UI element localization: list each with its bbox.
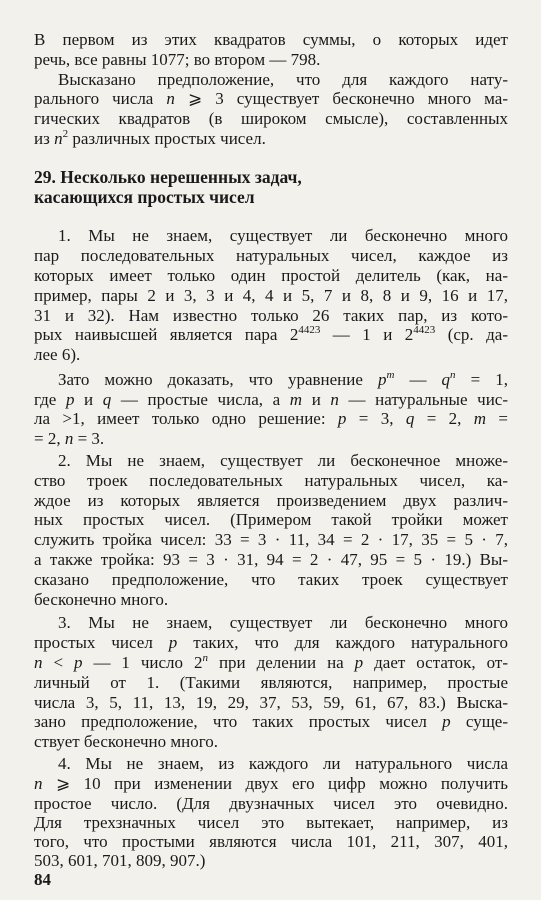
problem-4-line-4: Для трехзначных чисел это вытекает, например, из [34,813,508,833]
equation-line-4: = 2, n = 3. [34,429,105,449]
problem-1-line-7: лее 6). [34,345,81,365]
problem-1-line-6: рых наивысшей является пара $2^{4423}$ — 1 и $2^{4423}$ (ср. да- [34,324,508,345]
problem-2-line-5: служить тройка чисел: 33 = 3 · 11, 34 = 2 · 17, 35 = 5 · 7, [34,530,508,550]
problem-2-line-8: бесконечно много. [34,589,169,609]
intro-line-5: гических квадратов (в широком смысле), составленных [34,109,508,129]
section-title-line-1: 29. Несколько нерешенных задач, [34,166,302,187]
equation-line-3: ла >1, имеет только одно решение: p = 3, q = 2, m = [34,409,508,429]
problem-4-line-2: n ⩾ 10 при изменении двух его цифр можно получить [34,773,508,793]
problem-4-line-1: 4. Мы не знаем, из каждого ли натурального числа [58,753,508,773]
problem-2-line-2: ство троек последовательных натуральных чисел, ка- [34,470,508,490]
problem-3-line-4: личный от 1. (Такими являются, например, простые [34,672,508,692]
equation-line-2: где p и q — простые числа, а m и n — натуральные чис- [34,389,508,409]
problem-2-line-1: 2. Мы не знаем, существует ли бесконечное множе- [58,450,508,470]
problem-3-line-6: зано предположение, что таких простых чисел p суще- [34,712,509,732]
problem-2-line-3: ждое из которых является произведением двух различ- [34,490,508,510]
problem-1-line-2: пар последовательных натуральных чисел, каждое из [34,246,508,266]
problem-4-line-5: того, что простыми являются числа 101, 211, 307, 401, [34,832,508,852]
intro-line-6: из $n^2$ различных простых чисел. [34,128,266,149]
problem-2-line-6: а также тройка: 93 = 3 · 31, 94 = 2 · 47, 95 = 5 · 19.) Вы- [34,550,508,570]
problem-3-line-2: простых чисел p таких, что для каждого натурального [34,633,508,653]
intro-line-3: Высказано предположение, что для каждого нату- [58,69,508,89]
problem-2-line-4: ных простых чисел. (Примером такой тройки может [34,510,508,530]
page-number: 84 [34,870,51,889]
problem-2-line-7: сказано предположение, что таких троек существует [34,569,508,589]
problem-3-line-7: ствует бесконечно много. [34,732,219,752]
intro-line-2: речь, все равны 1077; во втором — 798. [34,49,321,69]
problem-4-line-3: простое число. (Для двузначных чисел это очевидно. [34,793,508,813]
problem-3-line-3: n < p — 1 число 2$^n$ при делении на p дает остаток, от- [34,651,508,672]
problem-3-line-5: числа 3, 5, 11, 13, 19, 29, 37, 53, 59, 61, 67, 83.) Выска- [34,692,508,712]
intro-line-1: В первом из этих квадратов суммы, о которых идет [34,30,508,49]
problem-3-line-1: 3. Мы не знаем, существует ли бесконечно много [58,613,508,633]
section-title-line-2: касающихся простых чисел [34,186,255,207]
intro-line-4: рального числа n ⩾ 3 существует бесконечно много ма- [34,89,508,109]
problem-1-line-3: которых имеет только один простой делитель (как, на- [34,265,508,285]
problem-1-line-5: 31 и 32). Нам известно только 26 таких пар, из кото- [34,305,508,325]
problem-1-line-4: пример, пары 2 и 3, 3 и 4, 4 и 5, 7 и 8, 8 и 9, 16 и 17, [34,285,508,305]
problem-4-line-6: 503, 601, 701, 809, 907.) [34,851,206,871]
problem-1-line-1: 1. Мы не знаем, существует ли бесконечно много [58,226,508,246]
equation-line-1: Зато можно доказать, что уравнение $p^m$ — $q^n = 1$, [58,368,509,389]
